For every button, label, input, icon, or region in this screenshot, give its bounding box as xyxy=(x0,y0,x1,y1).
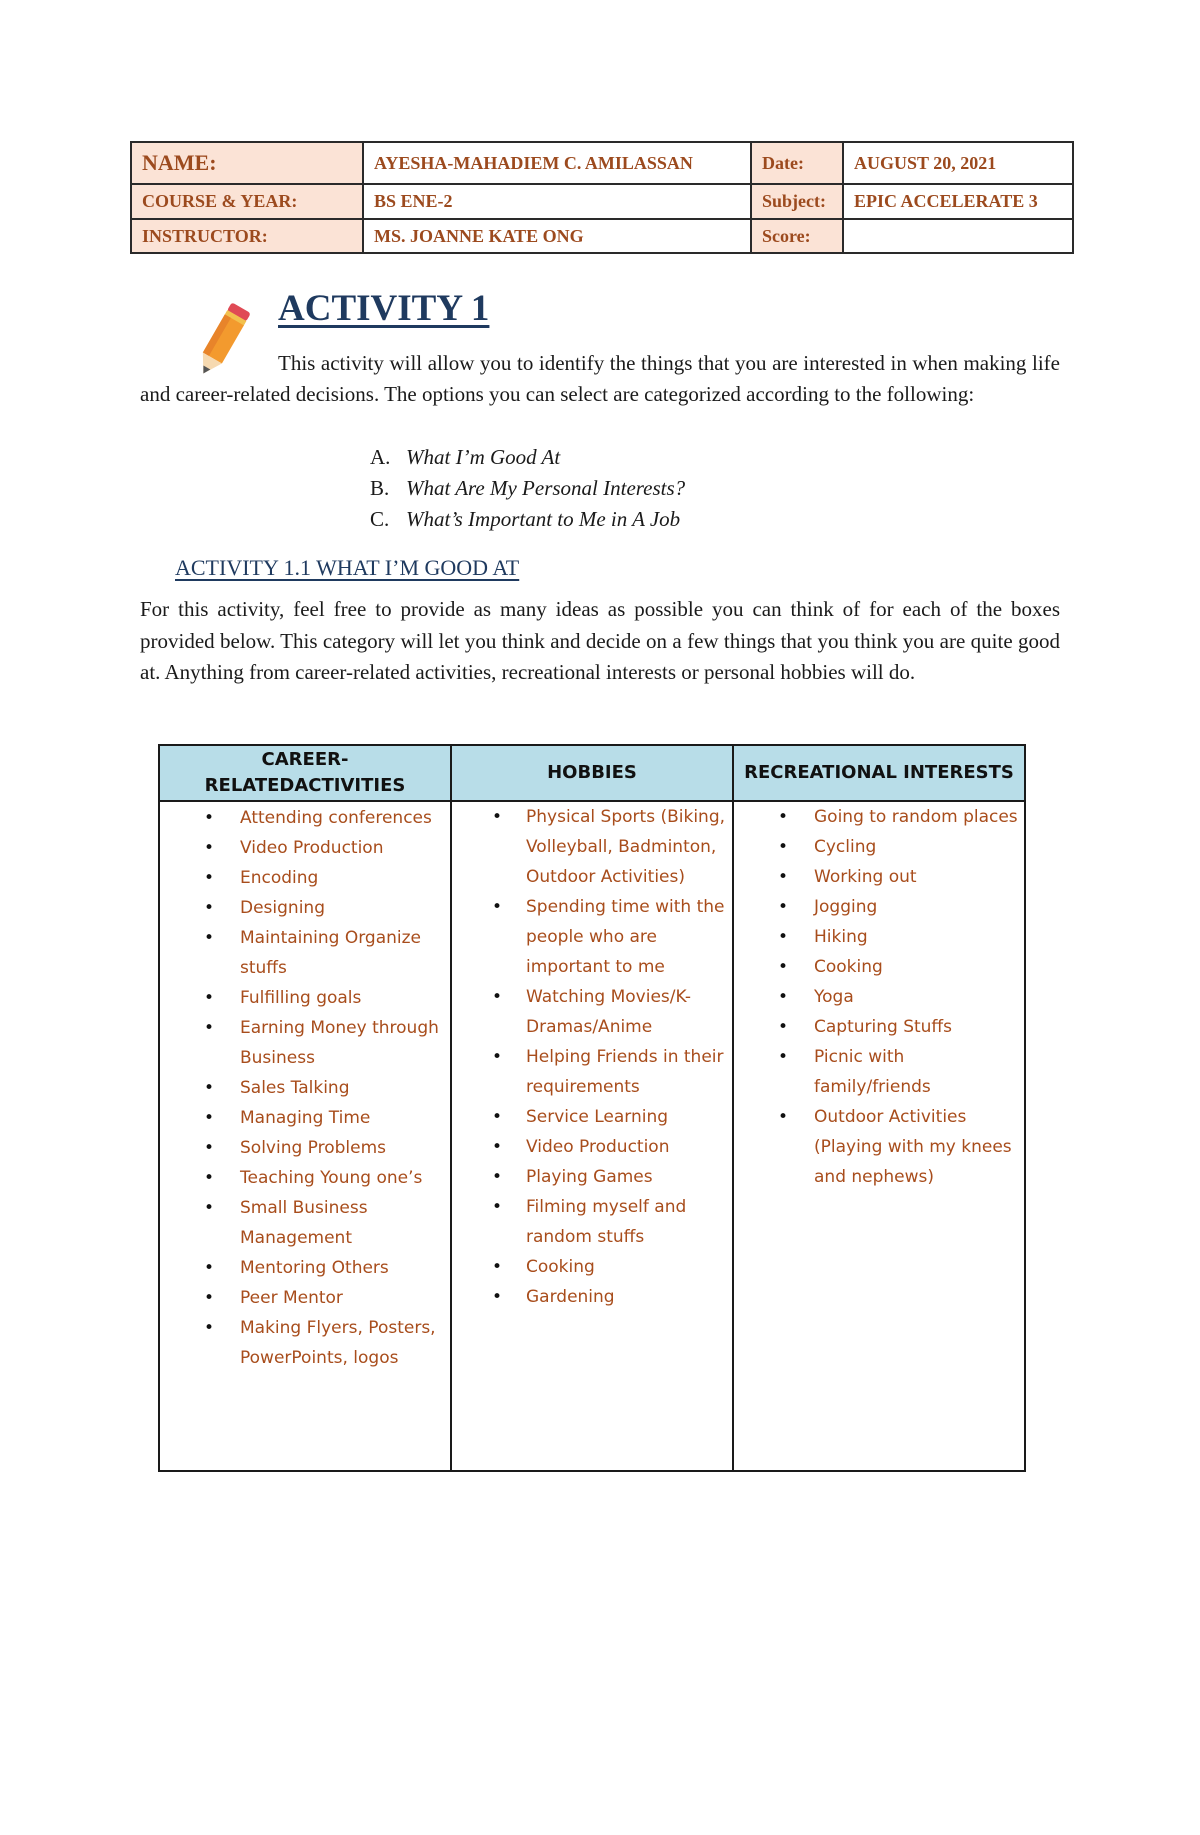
header-career-related-activities: CAREER-RELATEDACTIVITIES xyxy=(159,745,451,801)
activity-intro: This activity will allow you to identify the things that you are interested in when making life and career-related decisions. The options you can select are categorized according to the following: xyxy=(140,351,1060,406)
list-item: • Spending time with the people who are important to me xyxy=(452,892,732,982)
hobbies-column xyxy=(451,801,733,1471)
option-letter: A. xyxy=(370,445,391,469)
header-recreational-interests: RECREATIONAL INTERESTS xyxy=(733,745,1025,801)
list-item: • Outdoor Activities (Playing with my knees and nephews) xyxy=(734,1102,1024,1192)
list-item: • Mentoring Others xyxy=(160,1253,450,1283)
option-item xyxy=(370,473,685,504)
list-item: • Watching Movies/K-Dramas/Anime xyxy=(452,982,732,1042)
section-paragraph: For this activity, feel free to provide as many ideas as possible you can think of for each of the boxes provided below. This category will let you think and decide on a few things that you think you are quite good at. Anything from career-related activities, recreational interests or personal hobbies will do. xyxy=(140,597,1060,684)
score-value xyxy=(843,219,1073,253)
list-item: • Jogging xyxy=(734,892,1024,922)
list-item: • Filming myself and random stuffs xyxy=(452,1192,732,1252)
list-item: • Small Business Management xyxy=(160,1193,450,1253)
list-item: • Sales Talking xyxy=(160,1073,450,1103)
list-item: • Cooking xyxy=(734,952,1024,982)
list-item: • Encoding xyxy=(160,863,450,893)
list-item: • Maintaining Organize stuffs xyxy=(160,923,450,983)
list-item: • Peer Mentor xyxy=(160,1283,450,1313)
recreational-column xyxy=(733,801,1025,1471)
option-text: What Are My Personal Interests? xyxy=(406,476,686,500)
list-item: • Gardening xyxy=(452,1282,732,1312)
student-info-table xyxy=(130,141,1074,254)
list-item: • Playing Games xyxy=(452,1162,732,1192)
subject-label: Subject: xyxy=(751,184,843,219)
list-item: • Video Production xyxy=(452,1132,732,1162)
course-value: BS ENE-2 xyxy=(363,184,751,219)
name-value: AYESHA-MAHADIEM C. AMILASSAN xyxy=(363,142,751,184)
name-label: NAME: xyxy=(131,142,363,184)
career-column xyxy=(159,801,451,1471)
option-letter: C. xyxy=(370,507,390,531)
section-title: ACTIVITY 1.1 WHAT I’M GOOD AT xyxy=(175,555,520,580)
option-letter: B. xyxy=(370,476,390,500)
list-item: • Attending conferences xyxy=(160,803,450,833)
activities-table xyxy=(158,744,1026,1472)
list-item: • Teaching Young one’s xyxy=(160,1163,450,1193)
list-item: • Fulfilling goals xyxy=(160,983,450,1013)
list-item: • Picnic with family/friends xyxy=(734,1042,1024,1102)
score-label: Score: xyxy=(751,219,843,253)
subject-value: EPIC ACCELERATE 3 xyxy=(843,184,1073,219)
date-value: AUGUST 20, 2021 xyxy=(843,142,1073,184)
list-item: • Going to random places xyxy=(734,802,1024,832)
option-text: What’s Important to Me in A Job xyxy=(406,507,681,531)
list-item: • Hiking xyxy=(734,922,1024,952)
list-item: • Capturing Stuffs xyxy=(734,1012,1024,1042)
instructor-label: INSTRUCTOR: xyxy=(131,219,363,253)
date-label: Date: xyxy=(751,142,843,184)
option-item xyxy=(370,504,685,535)
list-item: • Yoga xyxy=(734,982,1024,1012)
activity-title: ACTIVITY 1 xyxy=(278,288,490,329)
course-label: COURSE & YEAR: xyxy=(131,184,363,219)
option-text: What I’m Good At xyxy=(406,445,561,469)
list-item: • Solving Problems xyxy=(160,1133,450,1163)
list-item: • Making Flyers, Posters, PowerPoints, logos xyxy=(160,1313,450,1373)
list-item: • Cycling xyxy=(734,832,1024,862)
list-item: • Working out xyxy=(734,862,1024,892)
list-item: • Earning Money through Business xyxy=(160,1013,450,1073)
instructor-value: MS. JOANNE KATE ONG xyxy=(363,219,751,253)
category-options-list xyxy=(370,442,685,535)
list-item: • Designing xyxy=(160,893,450,923)
list-item: • Video Production xyxy=(160,833,450,863)
list-item: • Cooking xyxy=(452,1252,732,1282)
header-hobbies: HOBBIES xyxy=(451,745,733,801)
list-item: • Service Learning xyxy=(452,1102,732,1132)
list-item: • Physical Sports (Biking, Volleyball, Badminton, Outdoor Activities) xyxy=(452,802,732,892)
list-item: • Managing Time xyxy=(160,1103,450,1133)
list-item: • Helping Friends in their requirements xyxy=(452,1042,732,1102)
option-item xyxy=(370,442,685,473)
